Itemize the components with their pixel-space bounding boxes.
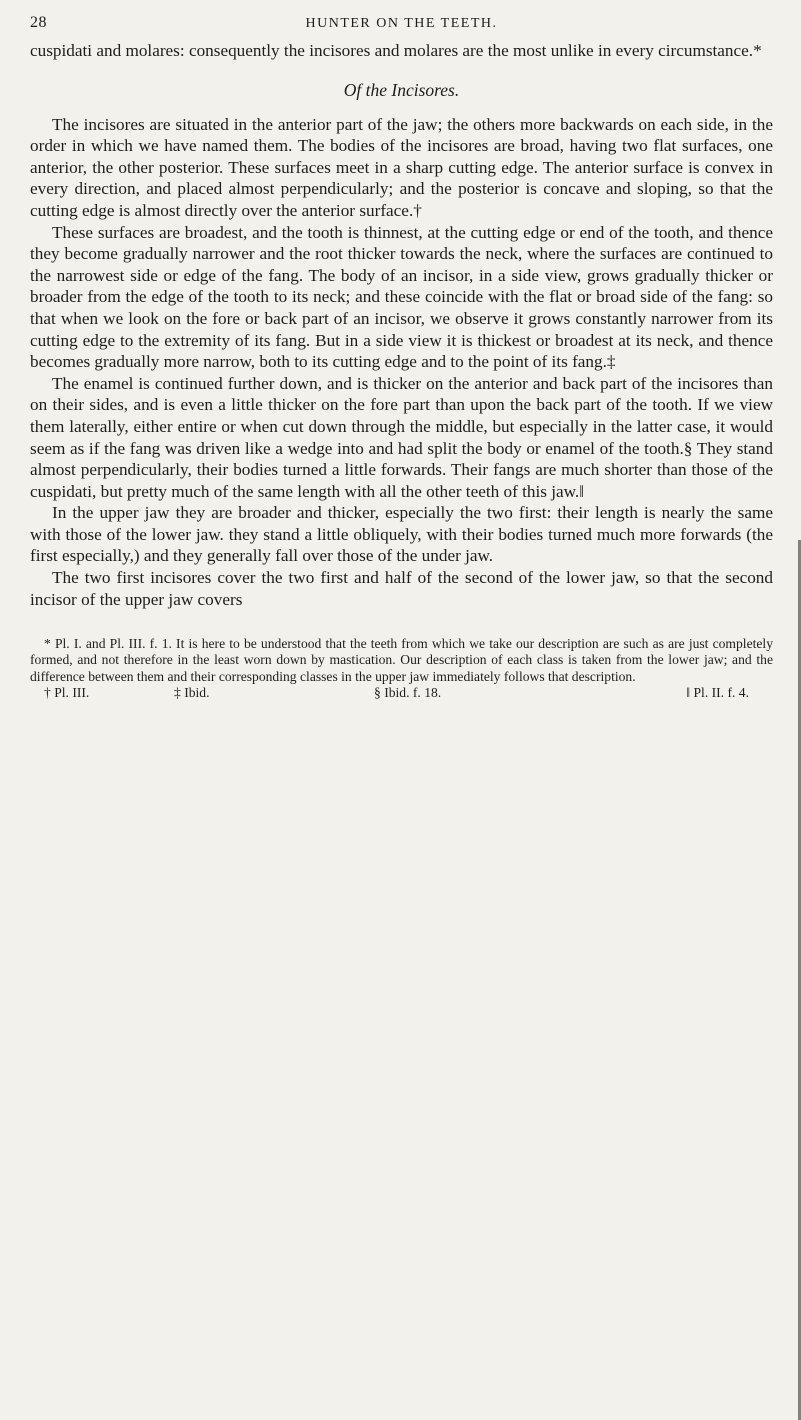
running-header <box>30 14 773 40</box>
page-number: 28 <box>30 14 47 31</box>
paragraph-enamel: The enamel is continued further down, and is thicker on the anterior and back part of the incisores than on their sides, and is even a little thicker on the fore part than upon the back part of the tooth. If we view them laterally, either entire or when cut down through the middle, but especially in the latter case, it would seem as if the fang was driven like a wedge into and had split the body or enamel of the tooth.§ They stand almost perpendicularly, their bodies turned a little forwards. Their fangs are much shorter than those of the cuspidati, but pretty much of the same length with all the other teeth of this jaw.‖ <box>30 373 773 501</box>
footnote-ref-parallel: ‖ Pl. II. f. 4. <box>686 684 749 700</box>
paragraph-upper-jaw: In the upper jaw they are broader and thicker, especially the two first: their length is nearly the same with those of the lower jaw. they stand a little obliquely, with their bodies turned much more forwards (the first especially,) and they generally fall over those of the under jaw. <box>30 503 773 566</box>
paragraph-incisores-position: The incisores are situated in the anterior part of the jaw; the others more backwards on each side, in the order in which we have named them. The bodies of the incisores are broad, having two flat surfaces, one anterior, the other posterior. These surfaces meet in a sharp cutting edge. The anterior surface is convex in every direction, and placed almost perpendicularly; and the posterior is concave and sloping, so that the cutting edge is almost directly over the anterior surface.† <box>30 114 773 220</box>
paragraph-surfaces: These surfaces are broadest, and the tooth is thinnest, at the cutting edge or end of the tooth, and thence they become gradually narrower and the root thicker towards the neck, where the surfaces are continued to the narrowest side or edge of the fang. The body of an incisor, in a side view, grows gradually thicker or broader from the edge of the tooth to its neck; and these coincide with the flat or broad side of the fang: so that when we look on the fore or back part of an incisor, we observe it grows constantly narrower from its cutting edge to the extremity of its fang. But in a side view it is thickest or broadest at its neck, and thence becomes gradually more narrow, both to its cutting edge and to the point of its fang.‡ <box>30 222 773 372</box>
main-text <box>30 40 773 610</box>
continuation-paragraph: cuspidati and molares: consequently the incisores and molares are the most unlike in every circumstance.* <box>30 41 762 60</box>
paragraph-covering: The two first incisores cover the two first and half of the second of the lower jaw, so that the second incisor of the upper jaw covers <box>30 568 773 609</box>
running-title: HUNTER ON THE TEETH. <box>305 16 498 31</box>
footnote-ref-dagger: † Pl. III. <box>44 684 90 700</box>
footnote-main: * Pl. I. and Pl. III. f. 1. It is here to be understood that the teeth from which we take our description are such as are just completely formed, and not therefore in the least worn down by mastication. Our description of each class is taken from the lower jaw; and the difference between them and their corresponding classes in the upper jaw immediately follows that description. <box>30 636 773 684</box>
footnote-ref-double-dagger: ‡ Ibid. <box>174 684 210 700</box>
footnote-ref-section: § Ibid. f. 18. <box>374 684 442 700</box>
footnotes <box>30 636 773 701</box>
section-heading: Of the Incisores. <box>343 79 460 100</box>
footnote-references <box>30 685 773 701</box>
